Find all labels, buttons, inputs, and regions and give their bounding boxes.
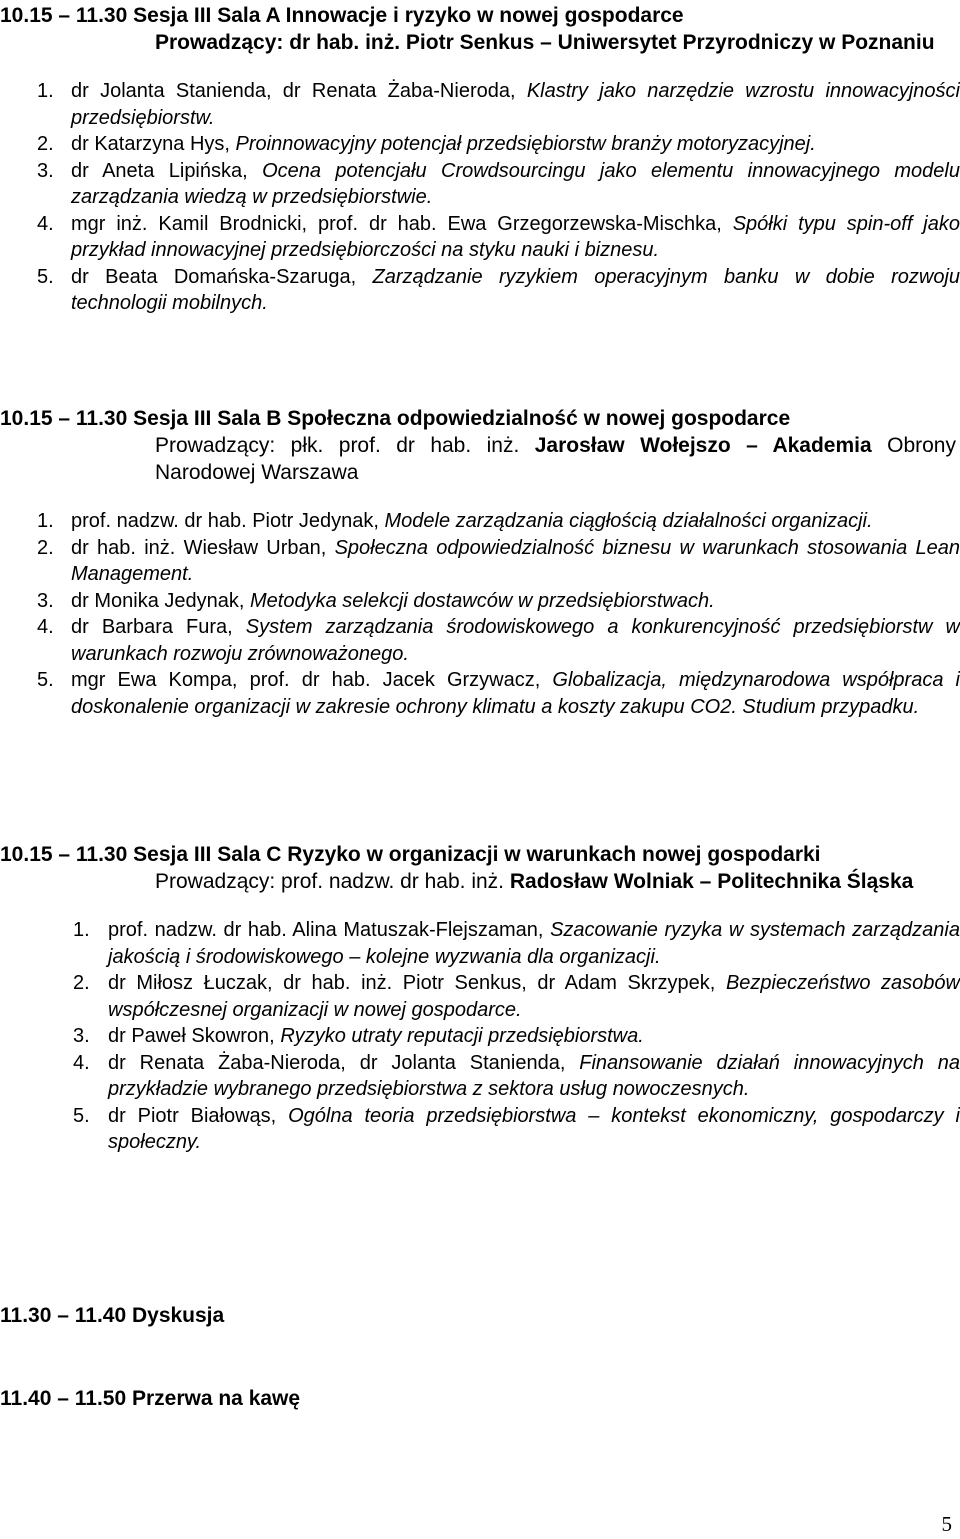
- talk-number: 3.: [73, 1025, 90, 1047]
- talk-item: [0, 131, 960, 158]
- session-a-talks: [0, 78, 960, 317]
- talk-title: Zarządzanie ryzykiem operacyjnym banku w dobie rozwoju technologii mobilnych.: [71, 265, 960, 314]
- talk-title: Finansowanie działań innowacyjnych na przykładzie wybranego przedsiębiorstwa z sektora usług nowoczesnych.: [108, 1051, 960, 1100]
- session-c: [0, 841, 960, 1156]
- talk-item: [0, 1023, 960, 1050]
- talk-title: Ryzyko utraty reputacji przedsiębiorstwa.: [280, 1025, 644, 1047]
- session-a-moderator-label: Prowadzący:: [155, 31, 284, 54]
- talk-authors: dr hab. inż. Wiesław Urban,: [71, 536, 327, 559]
- talk-number: 2.: [73, 972, 90, 994]
- session-a-title: Sesja III Sala A Innowacje i ryzyko w nowej gospodarce: [133, 4, 684, 27]
- session-b-time: 10.15 – 11.30: [0, 407, 128, 430]
- talk-item: [0, 917, 960, 970]
- talk-authors: dr Barbara Fura,: [71, 616, 233, 638]
- talk-item: [0, 667, 960, 720]
- coffee-break-line: 11.40 – 11.50 Przerwa na kawę: [0, 1387, 301, 1410]
- talk-number: 2.: [37, 536, 54, 559]
- talk-authors: dr Monika Jedynak,: [71, 589, 245, 612]
- talk-number: 4.: [73, 1051, 90, 1074]
- session-c-talks: [0, 917, 960, 1156]
- talk-number: 2.: [37, 133, 54, 155]
- session-c-time: 10.15 – 11.30: [0, 843, 128, 866]
- talk-title: System zarządzania środowiskowego a konkurencyjność przedsiębiorstw w warunkach rozwoju zrównoważonego.: [71, 616, 960, 665]
- session-b-moderator-name: Jarosław Wołejszo – Akademia: [534, 434, 872, 457]
- session-c-moderator: [0, 868, 960, 895]
- talk-authors: dr Miłosz Łuczak, dr hab. inż. Piotr Senkus, dr Adam Skrzypek,: [108, 972, 716, 994]
- session-c-moderator-affiliation: Politechnika Śląska: [717, 870, 914, 893]
- talk-number: 3.: [37, 159, 54, 182]
- session-a-time: 10.15 – 11.30: [0, 4, 128, 27]
- session-b-moderator-label: Prowadzący: płk. prof. dr hab. inż.: [155, 434, 520, 457]
- page-number: 5: [941, 1512, 952, 1536]
- talk-item: [0, 211, 960, 264]
- talk-item: [0, 614, 960, 667]
- session-b-moderator-affiliation: Obrony Narodowej Warszawa: [155, 434, 956, 484]
- talk-number: 5.: [37, 265, 54, 288]
- talk-item: [0, 264, 960, 317]
- talk-number: 4.: [37, 616, 54, 638]
- talk-authors: dr Jolanta Stanienda, dr Renata Żaba-Nieroda,: [71, 80, 516, 102]
- talk-authors: dr Renata Żaba-Nieroda, dr Jolanta Stanienda,: [108, 1051, 566, 1074]
- talk-item: [0, 535, 960, 588]
- talk-title: Proinnowacyjny potencjał przedsiębiorstw branży motoryzacyjnej.: [235, 133, 816, 155]
- session-b-talks: [0, 508, 960, 720]
- session-b-title: Sesja III Sala B Społeczna odpowiedzialność w nowej gospodarce: [133, 407, 791, 430]
- talk-title: Bezpieczeństwo zasobów współczesnej organizacji w nowej gospodarce.: [108, 972, 960, 1021]
- talk-number: 1.: [73, 919, 90, 941]
- talk-title: Klastry jako narzędzie wzrostu innowacyjności przedsiębiorstw.: [71, 80, 960, 129]
- talk-item: [0, 78, 960, 131]
- talk-item: [0, 508, 960, 535]
- talk-authors: dr Katarzyna Hys,: [71, 133, 230, 155]
- talk-item: [0, 970, 960, 1023]
- session-c-moderator-name: Radosław Wolniak –: [509, 870, 712, 893]
- session-b-moderator: [0, 432, 960, 486]
- talk-authors: prof. nadzw. dr hab. Alina Matuszak-Flejszaman,: [108, 919, 544, 941]
- talk-item: [0, 588, 960, 615]
- talk-authors: dr Aneta Lipińska,: [71, 159, 248, 182]
- talk-title: Spółki typu spin-off jako przykład innowacyjnej przedsiębiorczości na styku nauki i biznesu.: [71, 212, 960, 261]
- talk-title: Globalizacja, międzynarodowa współpraca i doskonalenie organizacji w zakresie ochrony klimatu a koszty zakupu CO2. Studium przypadku.: [71, 669, 960, 718]
- talk-number: 5.: [73, 1104, 90, 1127]
- session-a: [0, 2, 960, 317]
- talk-title: Ogólna teoria przedsiębiorstwa – kontekst ekonomiczny, gospodarczy i społeczny.: [108, 1104, 960, 1153]
- session-c-title: Sesja III Sala C Ryzyko w organizacji w warunkach nowej gospodarki: [133, 843, 821, 866]
- talk-title: Ocena potencjału Crowdsourcingu jako elementu innowacyjnego modelu zarządzania wiedzą w przedsiębiorstwie.: [71, 159, 960, 208]
- talk-number: 1.: [37, 80, 54, 102]
- session-b: [0, 405, 960, 720]
- talk-title: Szacowanie ryzyka w systemach zarządzania jakością i środowiskowego – kolejne wyzwania dla organizacji.: [108, 919, 960, 968]
- session-c-header: [0, 841, 960, 868]
- talk-authors: prof. nadzw. dr hab. Piotr Jedynak,: [71, 510, 379, 532]
- talk-title: Metodyka selekcji dostawców w przedsiębiorstwach.: [249, 589, 715, 612]
- session-a-moderator: [0, 29, 960, 56]
- discussion-line: 11.30 – 11.40 Dyskusja: [0, 1304, 225, 1327]
- session-a-header: [0, 2, 960, 29]
- talk-authors: mgr inż. Kamil Brodnicki, prof. dr hab. Ewa Grzegorzewska-Mischka,: [71, 212, 722, 235]
- talk-number: 1.: [37, 510, 54, 532]
- talk-authors: mgr Ewa Kompa, prof. dr hab. Jacek Grzywacz,: [71, 669, 541, 691]
- talk-title: Modele zarządzania ciągłością działalności organizacji.: [384, 510, 873, 532]
- session-a-moderator-name: dr hab. inż. Piotr Senkus – Uniwersytet Przyrodniczy w Poznaniu: [289, 31, 935, 54]
- talk-item: [0, 1103, 960, 1156]
- talk-authors: dr Paweł Skowron,: [108, 1025, 275, 1047]
- talk-number: 4.: [37, 212, 54, 235]
- session-b-header: [0, 405, 960, 432]
- talk-number: 5.: [37, 669, 54, 691]
- session-c-moderator-label: Prowadzący: prof. nadzw. dr hab. inż.: [155, 870, 505, 893]
- talk-item: [0, 158, 960, 211]
- talk-authors: dr Beata Domańska-Szaruga,: [71, 265, 357, 288]
- talk-item: [0, 1050, 960, 1103]
- talk-authors: dr Piotr Białowąs,: [108, 1104, 277, 1127]
- talk-number: 3.: [37, 589, 54, 612]
- talk-title: Społeczna odpowiedzialność biznesu w warunkach stosowania Lean Management.: [71, 536, 960, 585]
